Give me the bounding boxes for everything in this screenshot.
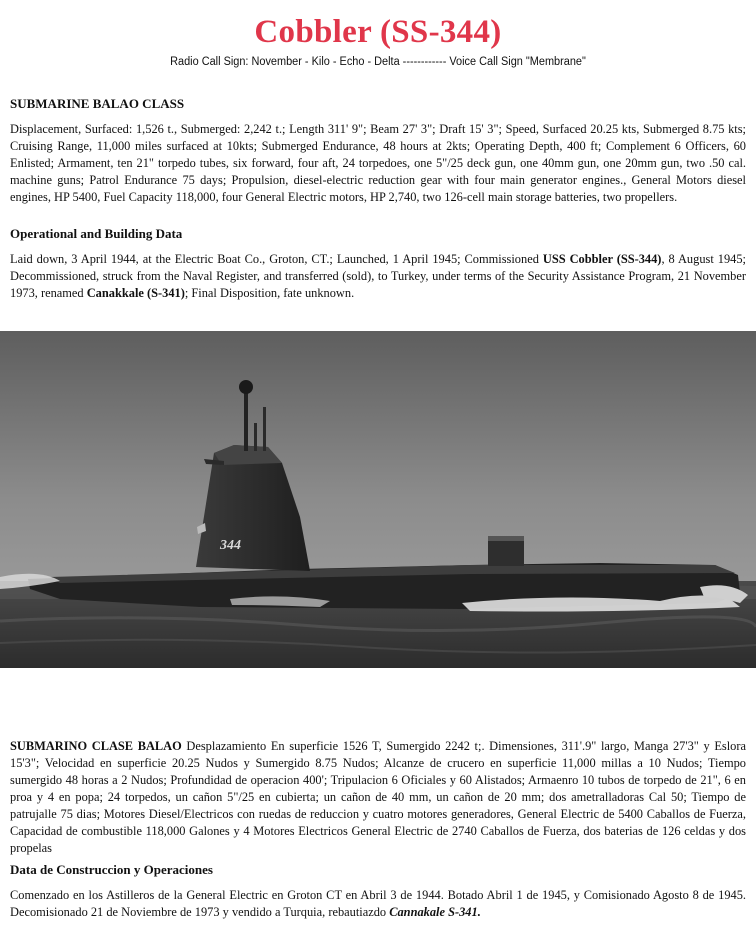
spanish-operational-heading: Data de Construccion y Operaciones (10, 862, 213, 877)
spanish-renamed-ship: Cannakale S-341. (389, 905, 481, 919)
submarine-photo (0, 331, 756, 668)
spanish-class-specifications (10, 738, 746, 857)
spanish-class-text: Desplazamiento En superficie 1526 T, Sumergido 2242 t;. Dimensiones, 311'.9" largo, Manga 27'3" y Eslora 15'3"; Velocidad en superficie 20.25 Nudos y Sumergido 8.75 Nudos; Alcanze de crucero en superficie 11,000 millas a 10 Nudos; Tiempo sumergido 48 horas a 2 Nudos; Profundidad de operacion 400'; Tripulacion 6 Oficiales y 60 Alistados; Armaenro 10 tubos de torpedo de 21", 6 en proa y 4 en popa; 24 torpedos, un cañon 5"/25 en cubierta; un cañon de 40 mm, un cañon de 20 mm; dos ametralladoras Cal 50; Tiempo de patrujalle 75 dias; Motores Diesel/Electricos con ruedas de reduccion y cuatro motores generadores, General Electric de 5400 Caballos de Fuerza, Capacidad de combustible 118,000 Galones y 4 Motores Electricos General Electric de 2740 Caballos de Fuerza, dos baterias de 126 celdas y dos propelas (10, 739, 746, 855)
class-heading: SUBMARINE BALAO CLASS (10, 96, 185, 111)
class-specifications: Displacement, Surfaced: 1,526 t., Submerged: 2,242 t.; Length 311' 9"; Beam 27' 3"; Draft 15' 3"; Speed, Surfaced 20.25 kts, Submerged 8.75 kts; Cruising Range, 11,000 miles surfaced at 10kts; Submerged Endurance, 48 hours at 2kts; Operating Depth, 400 ft; Complement 6 Officers, 60 Enlisted; Armament, ten 21" torpedo tubes, six forward, four aft, 24 torpedoes, one 5"/25 deck gun, one 40mm gun, one 20mm gun, two .50 cal. machine guns; Patrol Endurance 75 days; Propulsion, diesel-electric reduction gear with four main generator engines., General Motors diesel engines, HP 5400, Fuel Capacity 118,000, four General Electric motors, HP 2,740, two 126-cell main storage batteries, two propellers. (10, 122, 746, 204)
operational-text-1: Laid down, 3 April 1944, at the Electric Boat Co., Groton, CT.; Launched, 1 April 1945; Commissioned (10, 252, 543, 266)
operational-heading: Operational and Building Data (10, 226, 183, 241)
page-title: Cobbler (SS-344) (254, 14, 502, 50)
operational-text-2: , 8 August 1945; Decommissioned, struck from the Naval Register, and transferred (sold), to Turkey, under terms of the Security Assistance Program, 21 November 1973, renamed (10, 252, 746, 300)
spanish-class-heading: SUBMARINO CLASE BALAO (10, 739, 182, 753)
spanish-operational-history (10, 887, 746, 921)
spanish-operational-text: Comenzado en los Astilleros de la General Electric en Groton CT en Abril 3 de 1944. Botado Abril 1 de 1945, y Comisionado Agosto 8 de 1945. Decomisionado 21 de Noviembre de 1973 y vendido a Turquia, rebautiazdo (10, 888, 746, 919)
operational-text-3: ; Final Disposition, fate unknown. (184, 286, 355, 300)
renamed-ship: Canakkale (S-341) (86, 286, 185, 300)
ship-name: USS Cobbler (SS-344) (542, 252, 662, 266)
hull-number: 344 (220, 538, 241, 553)
operational-history (10, 251, 746, 302)
call-signs: Radio Call Sign: November - Kilo - Echo - Delta ------------ Voice Call Sign "Membrane" (170, 56, 586, 68)
